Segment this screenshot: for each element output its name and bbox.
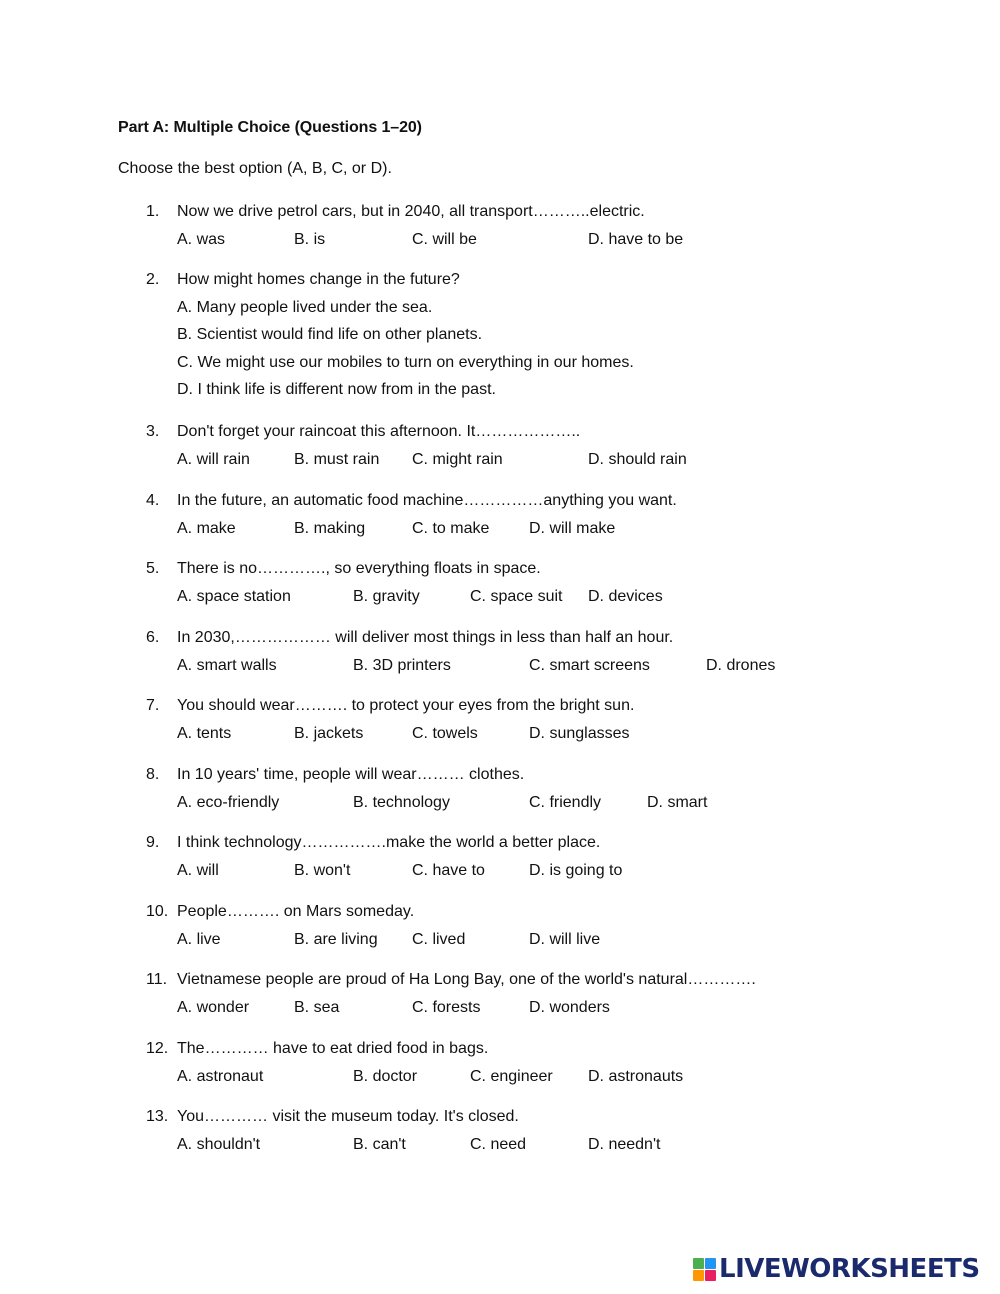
question-number: 2. <box>146 271 160 288</box>
option-d[interactable]: D. will live <box>529 930 601 948</box>
question-number: 10. <box>146 903 169 920</box>
option-d[interactable]: D. devices <box>588 587 663 605</box>
question-2 <box>146 266 966 404</box>
question-text: Now we drive petrol cars, but in 2040, all transport………..electric. <box>177 203 645 220</box>
question-number: 4. <box>146 492 160 509</box>
question-text: People………. on Mars someday. <box>177 903 415 920</box>
option-d[interactable]: D. I think life is different now from in the past. <box>177 381 496 398</box>
question-text: How might homes change in the future? <box>177 271 460 288</box>
question-12 <box>146 1035 966 1090</box>
option-d[interactable]: D. will make <box>529 519 616 537</box>
option-a[interactable]: A. tents <box>177 724 232 742</box>
question-number: 11. <box>146 971 168 988</box>
question-4 <box>146 487 966 542</box>
option-c[interactable]: C. space suit <box>470 587 563 605</box>
option-c[interactable]: C. have to <box>412 861 485 879</box>
question-text: There is no…………., so everything floats in space. <box>177 560 541 577</box>
liveworksheets-logo[interactable] <box>693 1254 980 1284</box>
liveworksheets-logo-icon <box>693 1258 716 1281</box>
option-c[interactable]: C. towels <box>412 724 478 742</box>
option-a[interactable]: A. shouldn't <box>177 1135 261 1153</box>
option-b[interactable]: B. technology <box>353 793 450 811</box>
option-b[interactable]: B. doctor <box>353 1067 418 1085</box>
option-d[interactable]: D. smart <box>647 793 708 811</box>
option-b[interactable]: B. can't <box>353 1135 406 1153</box>
option-d[interactable]: D. drones <box>706 656 776 674</box>
question-7 <box>146 692 966 747</box>
option-c[interactable]: C. smart screens <box>529 656 650 674</box>
option-d[interactable]: D. should rain <box>588 450 687 468</box>
question-text: You………… visit the museum today. It's closed. <box>177 1108 519 1125</box>
question-number: 9. <box>146 834 160 851</box>
option-a[interactable]: A. eco-friendly <box>177 793 280 811</box>
option-d[interactable]: D. needn't <box>588 1135 661 1153</box>
question-number: 5. <box>146 560 160 577</box>
question-1 <box>146 198 966 253</box>
option-c[interactable]: C. engineer <box>470 1067 553 1085</box>
option-b[interactable]: B. making <box>294 519 366 537</box>
question-8 <box>146 761 966 816</box>
option-a[interactable]: A. wonder <box>177 998 250 1016</box>
question-5 <box>146 555 966 610</box>
question-number: 7. <box>146 697 160 714</box>
option-d[interactable]: D. astronauts <box>588 1067 684 1085</box>
option-c[interactable]: C. will be <box>412 230 477 248</box>
option-b[interactable]: B. won't <box>294 861 351 879</box>
option-b[interactable]: B. must rain <box>294 450 380 468</box>
option-c[interactable]: C. might rain <box>412 450 503 468</box>
option-b[interactable]: B. are living <box>294 930 378 948</box>
section-heading: Part A: Multiple Choice (Questions 1–20) <box>118 119 422 136</box>
question-9 <box>146 829 966 884</box>
question-number: 13. <box>146 1108 169 1125</box>
question-10 <box>146 898 966 953</box>
option-d[interactable]: D. sunglasses <box>529 724 630 742</box>
question-number: 3. <box>146 423 160 440</box>
option-d[interactable]: D. have to be <box>588 230 684 248</box>
option-c[interactable]: C. lived <box>412 930 466 948</box>
option-a[interactable]: A. will rain <box>177 450 250 468</box>
option-a[interactable]: A. will <box>177 861 219 879</box>
option-b[interactable]: B. sea <box>294 998 340 1016</box>
option-b[interactable]: B. is <box>294 230 326 248</box>
option-a[interactable]: A. was <box>177 230 226 248</box>
question-text: In 10 years' time, people will wear……… clothes. <box>177 766 525 783</box>
question-11 <box>146 966 966 1021</box>
question-number: 12. <box>146 1040 169 1057</box>
option-c[interactable]: C. forests <box>412 998 481 1016</box>
question-6 <box>146 624 966 679</box>
logo-text: LIVEWORKSHEETS <box>719 1254 980 1284</box>
option-a[interactable]: A. astronaut <box>177 1067 264 1085</box>
option-a[interactable]: A. make <box>177 519 236 537</box>
option-b[interactable]: B. gravity <box>353 587 420 605</box>
option-a[interactable]: A. space station <box>177 587 291 605</box>
question-text: In 2030,……………… will deliver most things in less than half an hour. <box>177 629 674 646</box>
option-a[interactable]: A. smart walls <box>177 656 277 674</box>
option-c[interactable]: C. We might use our mobiles to turn on everything in our homes. <box>177 353 634 371</box>
question-text: The………… have to eat dried food in bags. <box>177 1040 489 1057</box>
option-c[interactable]: C. friendly <box>529 793 602 811</box>
question-text: In the future, an automatic food machine……………anything you want. <box>177 492 677 509</box>
option-d[interactable]: D. wonders <box>529 998 610 1016</box>
option-a[interactable]: A. Many people lived under the sea. <box>177 298 433 316</box>
question-number: 8. <box>146 766 160 783</box>
question-text: I think technology…………….make the world a better place. <box>177 834 601 851</box>
option-b[interactable]: B. Scientist would find life on other planets. <box>177 326 483 343</box>
question-text: Vietnamese people are proud of Ha Long Bay, one of the world's natural…………. <box>177 971 756 988</box>
option-b[interactable]: B. jackets <box>294 724 364 742</box>
question-number: 1. <box>146 203 160 220</box>
question-3 <box>146 418 966 473</box>
question-text: Don't forget your raincoat this afternoon. It……………….. <box>177 423 581 440</box>
option-a[interactable]: A. live <box>177 930 221 948</box>
option-c[interactable]: C. to make <box>412 519 490 537</box>
instruction-text: Choose the best option (A, B, C, or D). <box>118 160 392 177</box>
option-d[interactable]: D. is going to <box>529 861 623 879</box>
option-b[interactable]: B. 3D printers <box>353 656 451 674</box>
question-text: You should wear………. to protect your eyes from the bright sun. <box>177 697 635 714</box>
option-c[interactable]: C. need <box>470 1135 527 1153</box>
question-13 <box>146 1103 966 1158</box>
question-number: 6. <box>146 629 160 646</box>
